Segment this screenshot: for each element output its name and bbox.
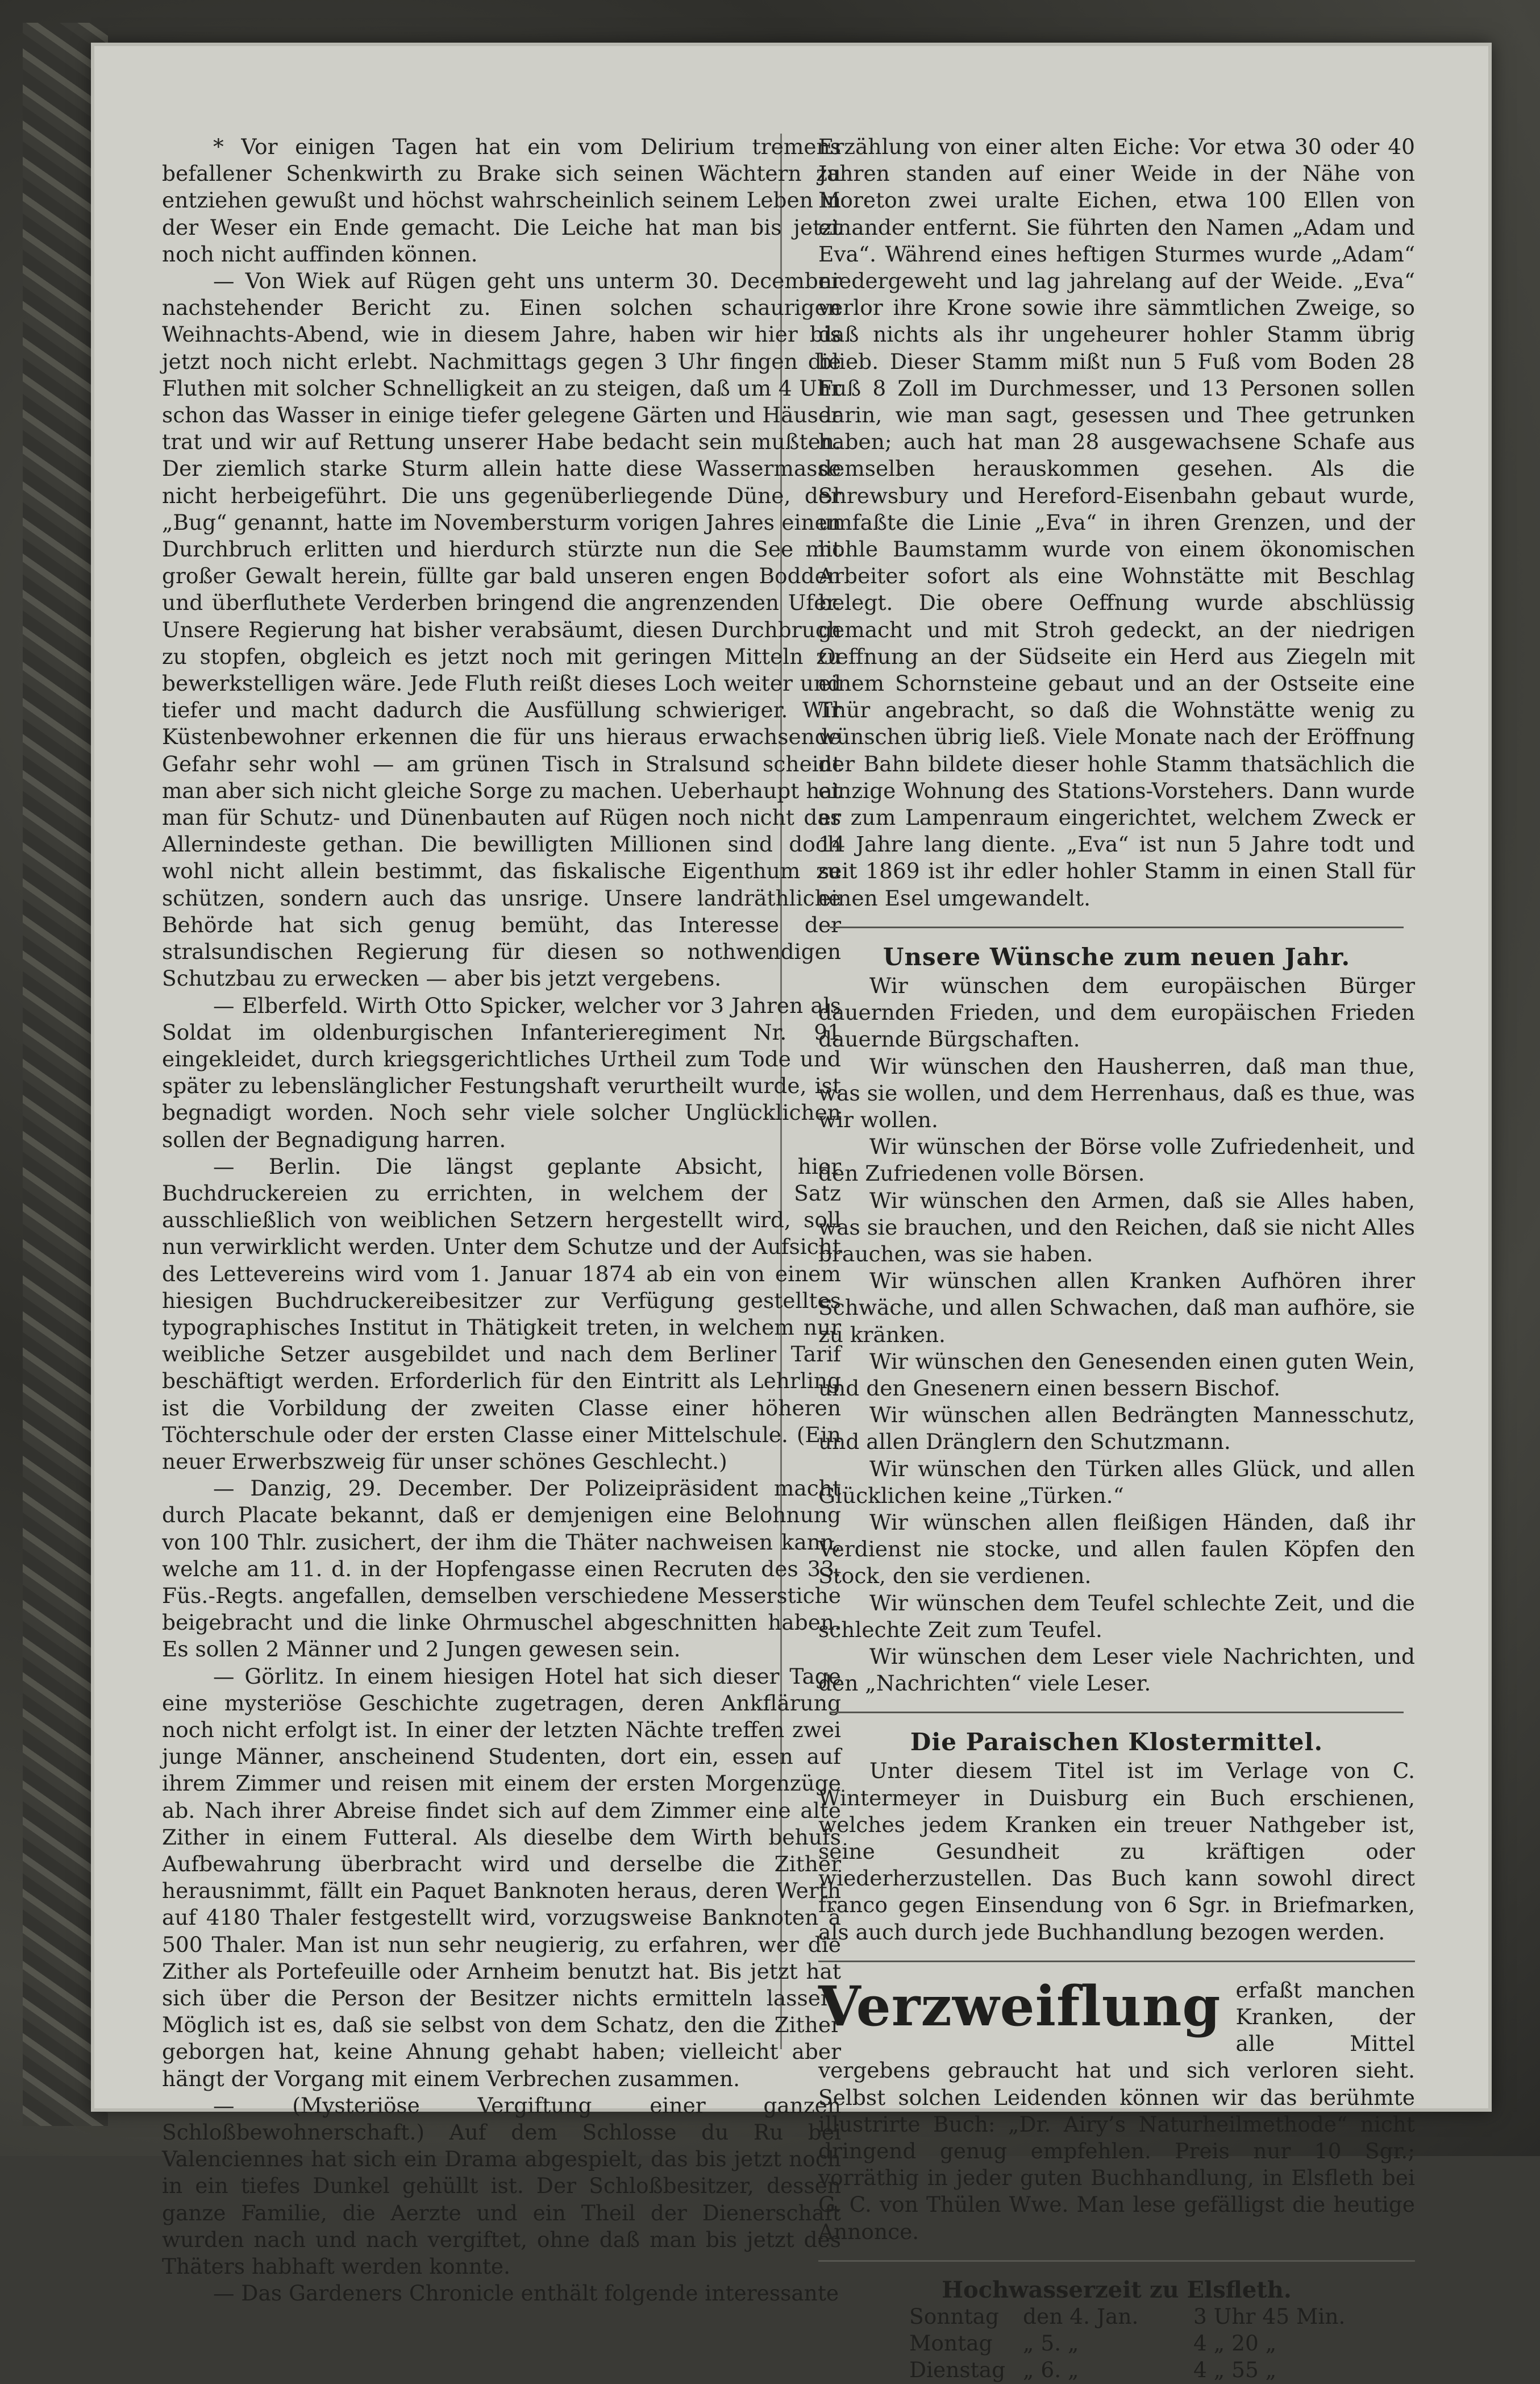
hochwasser-date: „ 5. „ xyxy=(1023,2331,1079,2356)
right-column xyxy=(818,134,1415,2384)
news-goerlitz: — Görlitz. In einem hiesigen Hotel hat sich dieser Tage eine mysteriöse Geschichte zugetragen, deren Ankflärung noch nicht erfolgt ist. In einer der letzten Nächte treffen zwei junge Männer, anscheinend Studenten, dort ein, essen auf ihrem Zimmer und reisen mit einem der ersten Morgenzüge ab. Nach ihrer Abreise findet sich auf dem Zimmer eine alte Zither in einem Futteral. Als dieselbe dem Wirth behufs Aufbewahrung überbracht wird und derselbe die Zither herausnimmt, fällt ein Paquet Banknoten heraus, deren Werth auf 4180 Thaler festgestellt wird, vorzugsweise Banknoten à 500 Thaler. Man ist nun sehr neugierig, zu erfahren, wer die Zither als Portefeuille oder Arnheim benutzt hat. Bis jetzt hat sich über die Person der Besitzer nichts ermitteln lassen. Möglich ist es, daß sie selbst von dem Schatz, den die Zither geborgen hat, keine Ahnung gehabt haben; vielleicht aber hängt der Vorgang mit einem Verbrechen zusammen. xyxy=(162,1663,841,2091)
hochwasser-row xyxy=(818,2357,1415,2383)
verzweiflung-text: erfaßt manchen Kranken, der alle Mittel vergebens gebraucht hat und sich verloren sieht. Selbst solchen Leidenden können wir das berühmte illustrirte Buch: „Dr. Airy’s Naturheilmethode“ nicht dringend genug empfehlen. Preis nur 10 Sgr.; vorräthig in jeder guten Buchhandlung, in Elsfleth bei G. C. von Thülen Wwe. Man lese gefälligst die heutige Annonce. xyxy=(818,1977,1415,2244)
hochwasser-date: „ 6. „ xyxy=(1023,2357,1079,2383)
section-rule xyxy=(818,1961,1415,1962)
section-rule xyxy=(830,1712,1404,1713)
wish-item: Wir wünschen den Armen, daß sie Alles haben, was sie brauchen, und den Reichen, daß sie nicht Alles brauchen, was sie haben. xyxy=(818,1187,1415,1266)
newspaper-page xyxy=(91,43,1492,2383)
left-column xyxy=(162,134,841,2307)
wishes-title: Unsere Wünsche zum neuen Jahr. xyxy=(883,942,1351,971)
wish-item: Wir wünschen dem Teufel schlechte Zeit, und die schlechte Zeit zum Teufel. xyxy=(818,1590,1415,1642)
news-vergiftung: — (Mysteriöse Vergiftung einer ganzen Schloßbewohnerschaft.) Auf dem Schlosse du Ru bei Valenciennes hat sich ein Drama abgespielt, das bis jetzt noch in ein tiefes Dunkel gehüllt ist. Der Schloßbesitzer, dessen ganze Familie, die Aerzte und ein Theil der Dienerschaft wurden nach und nach vergiftet, ohne daß man bis jetzt des Thäters habhaft werden konnte. xyxy=(162,2092,841,2279)
verzweiflung-ad xyxy=(818,1974,1415,2245)
hochwasser-time: 4 „ 20 „ xyxy=(1193,2331,1277,2356)
hochwasser-title: Hochwasserzeit zu Elsfleth. xyxy=(942,2276,1292,2303)
hochwasser-row xyxy=(818,2303,1415,2330)
wish-item: Wir wünschen allen Bedrängten Mannesschutz, und allen Dränglern den Schutzmann. xyxy=(818,1402,1415,1455)
news-brake: * Vor einigen Tagen hat ein vom Delirium tremens befallener Schenkwirth zu Brake sich seinen Wächtern zu entziehen gewußt und höchst wahrscheinlich seinem Leben in der Weser ein Ende gemacht. Die Leiche hat man bis jetzt noch nicht auffinden können. xyxy=(162,134,841,267)
hochwasser-day: Montag xyxy=(909,2331,993,2356)
wish-item: Wir wünschen der Börse volle Zufriedenheit, und den Zufriedenen volle Börsen. xyxy=(818,1134,1415,1186)
news-danzig: — Danzig, 29. December. Der Polizeipräsident macht durch Placate bekannt, daß er demjenigen eine Belohnung von 100 Thlr. zusichert, der ihm die Thäter nachweisen kann, welche am 11. d. in der Hopfengasse einen Recruten des 33. Füs.-Regts. angefallen, demselben verschiedene Messerstiche beigebracht und die linke Ohrmuschel abgeschnitten haben. Es sollen 2 Männer und 2 Jungen gewesen sein. xyxy=(162,1476,841,1662)
wish-item: Wir wünschen dem europäischen Bürger dauernden Frieden, und dem europäischen Frieden dauernde Bürgschaften. xyxy=(818,973,1415,1052)
hochwasser-date: den 4. Jan. xyxy=(1023,2304,1139,2329)
wish-item: Wir wünschen den Genesenden einen guten Wein, und den Gnesenern einen bessern Bischof. xyxy=(818,1348,1415,1401)
hochwasser-time: 3 Uhr 45 Min. xyxy=(1193,2304,1346,2329)
news-gardeners-chronicle: — Das Gardeners Chronicle enthält folgende interessante xyxy=(213,2281,839,2306)
hochwasser-day: Dienstag xyxy=(909,2357,1006,2383)
klostermittel-text: Unter diesem Titel ist im Verlage von C. Wintermeyer in Duisburg ein Buch erschienen, welches jedem Kranken ein treuer Nathgeber ist, seine Gesundheit zu kräftigen oder wiederherzustellen. Das Buch kann sowohl direct franco gegen Einsendung von 6 Sgr. in Briefmarken, als auch durch jede Buchhandlung bezogen werden. xyxy=(818,1758,1415,1945)
wish-item: Wir wünschen dem Leser viele Nachrichten, und den „Nachrichten“ viele Leser. xyxy=(818,1643,1415,1696)
eiche-continuation: Erzählung von einer alten Eiche: Vor etwa 30 oder 40 Jahren standen auf einer Weide in der Nähe von Moreton zwei uralte Eichen, etwa 100 Ellen von einander entfernt. Sie führten den Namen „Adam und Eva“. Während eines heftigen Sturmes wurde „Adam“ niedergeweht und lag jahrelang auf der Weide. „Eva“ verlor ihre Krone sowie ihre sämmtlichen Zweige, so daß nichts als ihr ungeheurer hohler Stamm übrig blieb. Dieser Stamm mißt nun 5 Fuß vom Boden 28 Fuß 8 Zoll im Durchmesser, und 13 Personen sollen darin, wie man sagt, gesessen und Thee getrunken haben; auch hat man 28 ausgewachsene Schafe aus demselben herauskommen gesehen. Als die Shrewsbury und Hereford-Eisenbahn gebaut wurde, umfaßte die Linie „Eva“ in ihren Grenzen, und der hohle Baumstamm wurde von einem ökonomischen Arbeiter sofort als eine Wohnstätte mit Beschlag belegt. Die obere Oeffnung wurde abschlüssig gemacht und mit Stroh gedeckt, an der niedrigen Oeffnung an der Südseite ein Herd aus Ziegeln mit einem Schornsteine gebaut und an der Ostseite eine Thür angebracht, so daß die Wohnstätte wenig zu wünschen übrig ließ. Viele Monate nach der Eröffnung der Bahn bildete dieser hohle Stamm thatsächlich die einzige Wohnung des Stations-Vorstehers. Dann wurde er zum Lampenraum eingerichtet, welchem Zweck er 14 Jahre lang diente. „Eva“ ist nun 5 Jahre todt und seit 1869 ist ihr edler hohler Stamm in einen Stall für einen Esel umgewandelt. xyxy=(818,134,1415,911)
wish-item: Wir wünschen allen fleißigen Händen, daß ihr Verdienst nie stocke, und allen faulen Köpfen den Stock, den sie verdienen. xyxy=(818,1509,1415,1589)
news-elberfeld: — Elberfeld. Wirth Otto Spicker, welcher vor 3 Jahren als Soldat im oldenburgischen Infanterieregiment Nr. 91 eingekleidet, durch kriegsgerichtliches Urtheil zum Tode und später zu lebenslänglicher Festungshaft verurtheilt wurde, ist begnadigt worden. Noch sehr viele solcher Unglücklichen sollen der Begnadigung harren. xyxy=(162,992,841,1152)
wish-item: Wir wünschen den Hausherren, daß man thue, was sie wollen, und dem Herrenhaus, daß es thue, was wir wollen. xyxy=(818,1053,1415,1132)
hochwasser-time: 4 „ 55 „ xyxy=(1193,2357,1277,2383)
hochwasser-day: Sonntag xyxy=(909,2304,1000,2329)
news-wiek-ruegen: — Von Wiek auf Rügen geht uns unterm 30. December nachstehender Bericht zu. Einen solchen schaurigen Weihnachts-Abend, wie in diesem Jahre, haben wir hier bis jetzt noch nicht erlebt. Nachmittags gegen 3 Uhr fingen die Fluthen mit solcher Schnelligkeit an zu steigen, daß um 4 Uhr schon das Wasser in einige tiefer gelegene Gärten und Häuser trat und wir auf Rettung unserer Habe bedacht sein mußten. Der ziemlich starke Sturm allein hatte diese Wassermasse nicht herbeigeführt. Die uns gegenüberliegende Düne, der „Bug“ genannt, hatte im Novembersturm vorigen Jahres einen Durchbruch erlitten und hierdurch stürzte nun die See mit großer Gewalt herein, füllte gar bald unseren engen Bodden und überfluthete Verderben bringend die angrenzenden Ufer. Unsere Regierung hat bisher verabsäumt, diesen Durchbruch zu stopfen, obgleich es jetzt noch mit geringen Mitteln zu bewerkstelligen wäre. Jede Fluth reißt dieses Loch weiter und tiefer und macht dadurch die Ausfüllung schwieriger. Wir Küstenbewohner erkennen die für uns hieraus erwachsende Gefahr sehr wohl — am grünen Tisch in Stralsund scheint man aber sich nicht gleiche Sorge zu machen. Ueberhaupt hat man für Schutz- und Dünenbauten auf Rügen noch nicht das Allernindeste gethan. Die bewilligten Millionen sind doch wohl nicht allein bestimmt, das fiskalische Eigenthum zu schützen, sondern auch das unsrige. Unsere landräthliche Behörde hat sich genug bemüht, das Interesse der stralsundischen Regierung für diesen so nothwendigen Schutzbau zu erwecken — aber bis jetzt vergebens. xyxy=(162,268,841,991)
hochwasser-row xyxy=(818,2330,1415,2357)
wish-item: Wir wünschen den Türken alles Glück, und allen Glücklichen keine „Türken.“ xyxy=(818,1456,1415,1508)
verzweiflung-headline: Verzweiflung xyxy=(818,1974,1221,2038)
section-rule xyxy=(818,2260,1415,2262)
wish-item: Wir wünschen allen Kranken Aufhören ihrer Schwäche, und allen Schwachen, daß man aufhöre, sie zu kränken. xyxy=(818,1268,1415,1347)
section-rule xyxy=(830,927,1404,928)
klostermittel-title: Die Paraischen Klostermittel. xyxy=(910,1728,1323,1756)
news-berlin: — Berlin. Die längst geplante Absicht, hier Buchdruckereien zu errichten, in welchem der Satz ausschließlich von weiblichen Setzern hergestellt wird, soll nun verwirklicht werden. Unter dem Schutze und der Aufsicht des Lettevereins wird vom 1. Januar 1874 ab ein von einem hiesigen Buchdruckereibesitzer zur Verfügung gestelltes typographisches Institut in Thätigkeit treten, in welchem nur weibliche Setzer ausgebildet und nach dem Berliner Tarif beschäftigt werden. Erforderlich für den Eintritt als Lehrling ist die Vorbildung der zweiten Classe einer höheren Töchterschule oder der ersten Classe einer Mittelschule. (Ein neuer Erwerbszweig für unser schönes Geschlecht.) xyxy=(162,1153,841,1474)
